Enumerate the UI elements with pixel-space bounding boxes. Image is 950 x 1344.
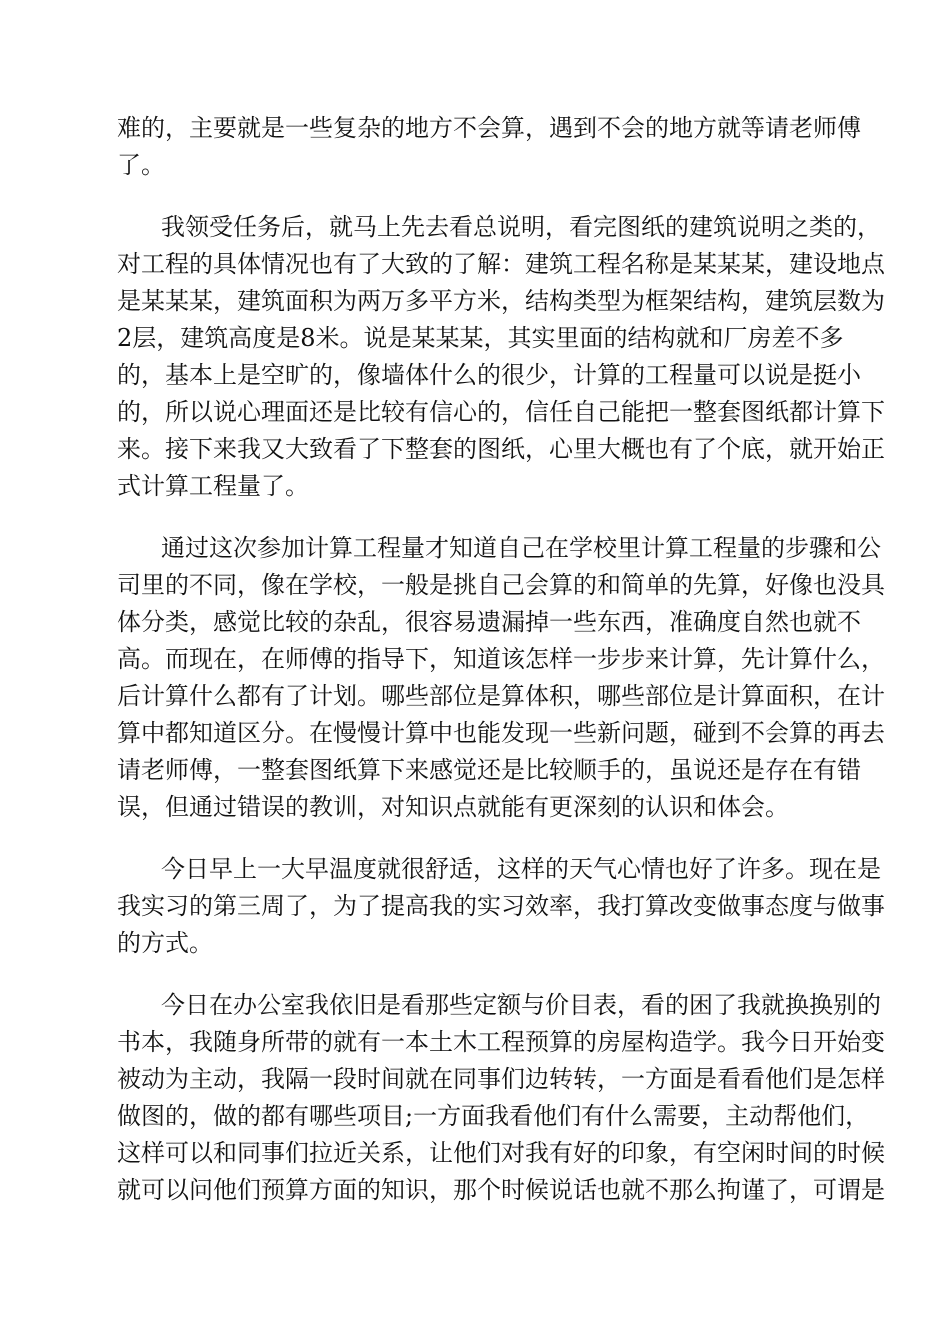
text-line: 2层，建筑高度是8米。说是某某某，其实里面的结构就和厂房差不多 [117, 324, 844, 352]
text-line: 书本，我随身所带的就有一本土木工程预算的房屋构造学。我今日开始变 [117, 1028, 885, 1056]
text-line: 的，基本上是空旷的，像墙体什么的很少，计算的工程量可以说是挺小 [117, 361, 861, 389]
text-line: 高。而现在，在师傅的指导下，知道该怎样一步步来计算，先计算什么， [117, 645, 885, 673]
text-line: 式计算工程量了。 [117, 472, 309, 500]
text-line: 的方式。 [117, 929, 213, 957]
text-line: 今日早上一大早温度就很舒适，这样的天气心情也好了许多。现在是 [161, 855, 881, 883]
text-line: 通过这次参加计算工程量才知道自己在学校里计算工程量的步骤和公 [161, 534, 881, 562]
text-line: 误，但通过错误的教训，对知识点就能有更深刻的认识和体会。 [117, 793, 789, 821]
paragraph-1 [117, 110, 861, 184]
text-line: 被动为主动，我隔一段时间就在同事们边转转，一方面是看看他们是怎样 [117, 1065, 885, 1093]
text-line: 这样可以和同事们拉近关系，让他们对我有好的印象，有空闲时间的时候 [117, 1139, 885, 1167]
text-line: 对工程的具体情况也有了大致的了解：建筑工程名称是某某某，建设地点 [117, 250, 885, 278]
text-line: 做图的，做的都有哪些项目;一方面我看他们有什么需要，主动帮他们， [117, 1102, 870, 1130]
text-line: 的，所以说心理面还是比较有信心的，信任自己能把一整套图纸都计算下 [117, 398, 885, 426]
paragraph-4 [117, 851, 885, 962]
text-line: 算中都知道区分。在慢慢计算中也能发现一些新问题，碰到不会算的再去 [117, 719, 885, 747]
text-line: 难的，主要就是一些复杂的地方不会算，遇到不会的地方就等请老师傅 [117, 114, 861, 142]
document-body [117, 110, 885, 1234]
text-line: 后计算什么都有了计划。哪些部位是算体积，哪些部位是计算面积，在计 [117, 682, 885, 710]
text-line: 就可以问他们预算方面的知识，那个时候说话也就不那么拘谨了，可谓是 [117, 1176, 885, 1204]
text-line: 我实习的第三周了，为了提高我的实习效率，我打算改变做事态度与做事 [117, 892, 885, 920]
text-line: 请老师傅，一整套图纸算下来感觉还是比较顺手的，虽说还是存在有错 [117, 756, 861, 784]
text-line: 体分类，感觉比较的杂乱，很容易遗漏掉一些东西，准确度自然也就不 [117, 608, 861, 636]
paragraph-2 [117, 209, 885, 505]
text-line: 司里的不同，像在学校，一般是挑自己会算的和简单的先算，好像也没具 [117, 571, 885, 599]
paragraph-5 [117, 987, 885, 1209]
text-line: 是某某某，建筑面积为两万多平方米，结构类型为框架结构，建筑层数为 [117, 287, 885, 315]
text-line: 今日在办公室我依旧是看那些定额与价目表，看的困了我就换换别的 [161, 991, 881, 1019]
paragraph-3 [117, 530, 885, 826]
text-line: 了。 [117, 151, 165, 179]
text-line: 我领受任务后，就马上先去看总说明，看完图纸的建筑说明之类的， [161, 213, 881, 241]
text-line: 来。接下来我又大致看了下整套的图纸，心里大概也有了个底，就开始正 [117, 435, 885, 463]
